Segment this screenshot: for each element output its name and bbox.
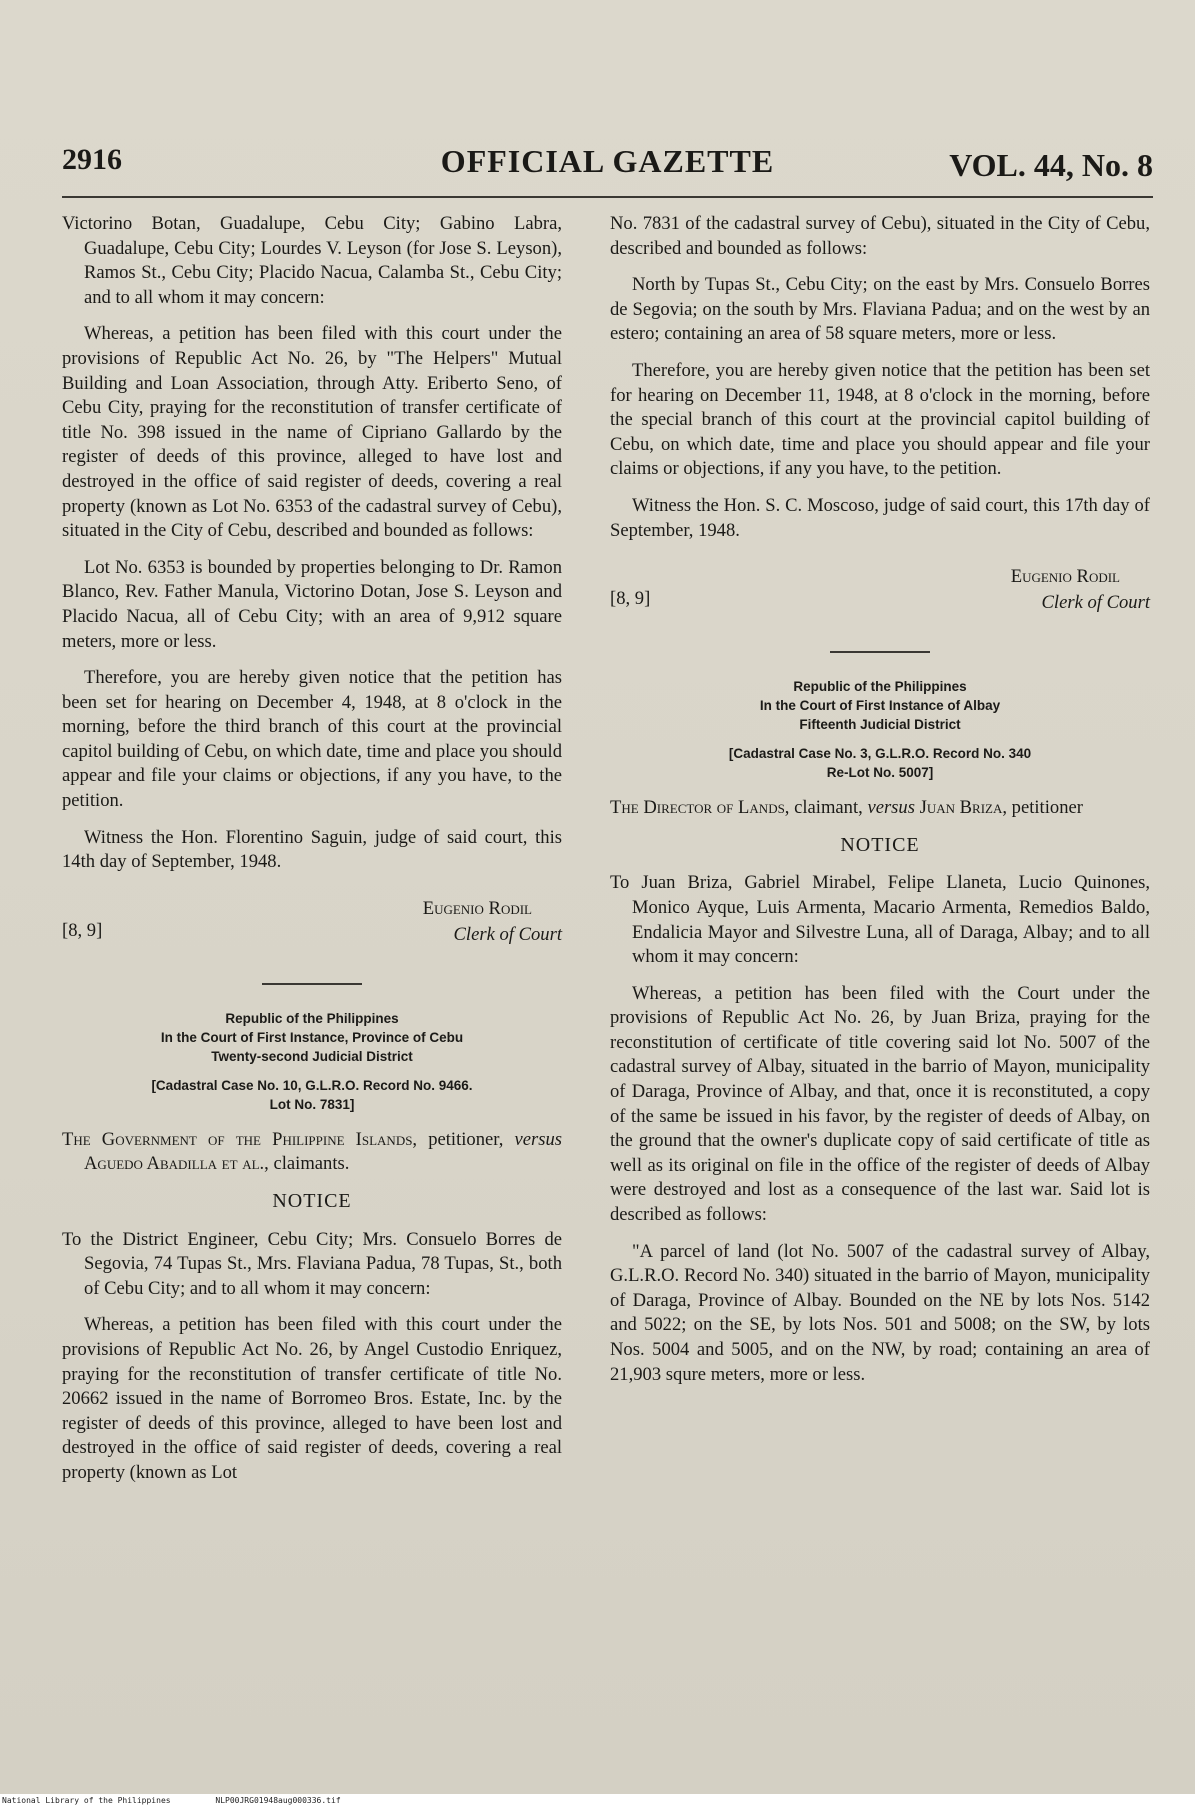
section-divider bbox=[262, 983, 362, 985]
addressees-paragraph: Victorino Botan, Guadalupe, Cebu City; Gabino Labra, Guadalupe, Cebu City; Lourdes V. Leyson (for Jose S. Leyson), Ramos St., Cebu City; Placido Nacua, Calamba St., Cebu City; and to all whom it may concern: bbox=[62, 213, 562, 308]
court-line-2: In the Court of First Instance, Province of Cebu bbox=[160, 1029, 464, 1045]
clerk-role: Clerk of Court bbox=[453, 923, 562, 945]
court-line-1b: Republic of the Philippines bbox=[793, 679, 967, 695]
signature-block-2 bbox=[610, 565, 1150, 625]
clerk-role-2: Clerk of Court bbox=[1041, 592, 1150, 614]
left-column bbox=[62, 212, 562, 1498]
court-heading bbox=[62, 1009, 562, 1114]
hearing-notice: Therefore, you are hereby given notice that the petition has been set for hearing on December 4, 1948, at 8 o'clock in the morning, before the third branch of this court at the provincial capitol building of Cebu, on which date, time and place you should appear and file your claims or objections, if any you have, to the petition. bbox=[62, 667, 562, 812]
issue-code: [8, 9] bbox=[62, 919, 103, 941]
case-line-1b: [Cadastral Case No. 3, G.L.R.O. Record No. 340 bbox=[728, 746, 1032, 762]
witness-paragraph-2: Witness the Hon. S. C. Moscoso, judge of said court, this 17th day of September, 1948. bbox=[610, 494, 1150, 541]
case-line-2b: Re-Lot No. 5007] bbox=[826, 765, 934, 781]
witness-paragraph: Witness the Hon. Florentino Saguin, judge of said court, this 14th day of September, 1948. bbox=[62, 826, 562, 873]
clerk-name-2: Eugenio Rodil bbox=[1010, 566, 1120, 588]
court-line-3b: Fifteenth Judicial District bbox=[799, 717, 961, 733]
notice-heading: NOTICE bbox=[272, 1190, 352, 1213]
section-divider-2 bbox=[830, 651, 930, 653]
volume-number: VOL. 44, No. 8 bbox=[949, 147, 1153, 183]
lot-continuation: No. 7831 of the cadastral survey of Cebu), situated in the City of Cebu, described and bounded as follows: bbox=[610, 213, 1150, 259]
clerk-name: Eugenio Rodil bbox=[422, 897, 532, 919]
court-line-3: Twenty-second Judicial District bbox=[211, 1048, 413, 1064]
boundaries-paragraph: North by Tupas St., Cebu City; on the east by Mrs. Consuelo Borres de Segovia; on the south by Mrs. Flaviana Padua; and on the west by an estero; containing an area of 58 square meters, more or less. bbox=[610, 274, 1150, 345]
case-line-2: Lot No. 7831] bbox=[269, 1096, 355, 1112]
whereas-paragraph-2: Whereas, a petition has been filed with this court under the provisions of Republic Act No. 26, by Angel Custodio Enriquez, praying for the reconstitution of transfer certificate of title No. 20662 issued in the name of Borromeo Bros. Estate, Inc. by the register of deeds of this province, alleged to have been lost and destroyed in the office of said register of deeds, covering a real property (known as Lot bbox=[62, 1314, 562, 1483]
publication-title: OFFICIAL GAZETTE bbox=[440, 143, 775, 179]
scan-footer bbox=[0, 1794, 1195, 1808]
hearing-notice-2: Therefore, you are hereby given notice that the petition has been set for hearing on December 11, 1948, at 8 o'clock in the morning, before the special branch of this court at the provincial capitol building of Cebu, on which date, time and place you should appear and file your claims or objections, if any you have, to the petition. bbox=[610, 359, 1150, 480]
header-rule bbox=[62, 196, 1153, 198]
signature-block bbox=[62, 897, 562, 957]
file-name: NLP00JRG01948aug000336.tif bbox=[215, 1796, 341, 1805]
notice-addressees: To the District Engineer, Cebu City; Mrs. Consuelo Borres de Segovia, 74 Tupas St., Mrs. Flaviana Padua, 78 Tupas, St., both of Cebu City; and to all whom it may concern: bbox=[62, 1228, 562, 1299]
page-number: 2916 bbox=[62, 143, 122, 176]
notice-heading-2: NOTICE bbox=[840, 833, 920, 856]
case-parties-2: The Director of Lands, claimant, versus Juan Briza, petitioner bbox=[610, 797, 1083, 819]
whereas-paragraph-3: Whereas, a petition has been filed with the Court under the provisions of Republic Act No. 26, by Juan Briza, praying for the reconstitution of certificate of title covering said lot No. 5007 of the cadastral survey of Albay, situated in the barrio of Mayon, municipality of Daraga, Province of Albay, and that, once it is reconstituted, a copy of the same be issued in his favor, by the register of deeds of Albay, on the ground that the owner's duplicate copy of said certificate of title as well as its original on file in the office of the register of deeds of Albay were destroyed and lost as a consequence of the last war. Said lot is described as follows: bbox=[610, 982, 1150, 1226]
lot-description: Lot No. 6353 is bounded by properties belonging to Dr. Ramon Blanco, Rev. Father Manula, Victorino Dotan, Jose S. Leyson and Placido Nacua, all of Cebu City; with an area of 9,912 square meters, more or less. bbox=[62, 556, 562, 652]
whereas-paragraph: Whereas, a petition has been filed with this court under the provisions of Republic Act No. 26, by "The Helpers" Mutual Building and Loan Association, through Atty. Eriberto Seno, of Cebu City, praying for the reconstitution of transfer certificate of title No. 398 issued in the name of Cipriano Gallardo by the register of deeds of this province, alleged to have lost and destroyed in the office of said register of deeds, covering a real property (known as Lot No. 6353 of the cadastral survey of Cebu), situated in the City of Cebu, described and bounded as follows: bbox=[62, 323, 562, 542]
right-column bbox=[610, 212, 1150, 1399]
case-line-1: [Cadastral Case No. 10, G.L.R.O. Record No. 9466. bbox=[151, 1077, 473, 1093]
issue-code-2: [8, 9] bbox=[610, 588, 651, 610]
land-description: "A parcel of land (lot No. 5007 of the cadastral survey of Albay, G.L.R.O. Record No. 340) situated in the barrio of Mayon, municipality of Daraga, Province of Albay. Bounded on the NE by lots Nos. 5142 and 5022; on the SE, by lots Nos. 501 and 5008; on the SW, by lots Nos. 5004 and 5005, and on the NW, by road; containing an area of 21,903 squre meters, more or less. bbox=[610, 1240, 1150, 1385]
court-line-1: Republic of the Philippines bbox=[225, 1010, 399, 1026]
notice-addressees-2: To Juan Briza, Gabriel Mirabel, Felipe Llaneta, Lucio Quinones, Monico Ayque, Luis Armenta, Macario Armenta, Remedios Baldo, Endalicia Mayor and Silvestre Luna, all of Daraga, Albay; and to all whom it may concern: bbox=[610, 872, 1150, 968]
library-credit: National Library of the Philippines bbox=[2, 1796, 171, 1805]
court-line-2b: In the Court of First Instance of Albay bbox=[759, 698, 1001, 714]
court-heading-2 bbox=[610, 677, 1150, 782]
case-parties: The Government of the Philippine Islands, petitioner, versus Aguedo Abadilla et al., claimants. bbox=[62, 1128, 563, 1175]
page-header bbox=[62, 143, 1153, 193]
